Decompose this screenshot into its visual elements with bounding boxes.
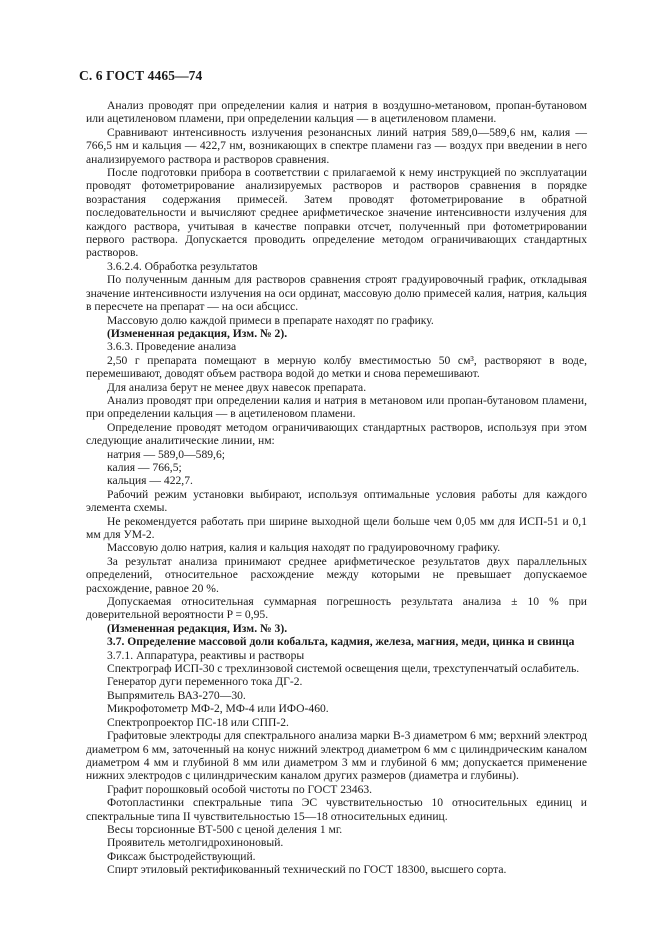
section-heading: 3.7. Определение массовой доли кобальта, кадмия, железа, магния, меди, цинка и свинца bbox=[107, 635, 575, 649]
page-header: С. 6 ГОСТ 4465—74 bbox=[79, 68, 203, 83]
paragraph: Массовую долю натрия, калия и кальция находят по градуировочному графику. bbox=[107, 541, 501, 555]
list-item: Весы торсионные ВТ-500 с ценой деления 1 мг. bbox=[107, 822, 343, 836]
paragraph: Для анализа берут не менее двух навесок препарата. bbox=[107, 380, 367, 394]
list-item: Спектропроектор ПС-18 или СПП-2. bbox=[107, 715, 289, 729]
paragraph: По полученным данным для растворов сравнения строят градуировочный график, откладывая значение интенсивности излучения на оси ординат, массовую долю примесей калия, натрия, кальция в пересчете на препарат — на оси абсцисс. bbox=[86, 273, 587, 314]
paragraph: Рабочий режим установки выбирают, используя оптимальные условия работы для каждого элемента схемы. bbox=[86, 487, 587, 515]
list-item: Выпрямитель ВАЗ-270—30. bbox=[107, 688, 246, 702]
list-item: Проявитель метолгидрохиноновый. bbox=[107, 836, 284, 850]
list-item: Генератор дуги переменного тока ДГ-2. bbox=[107, 675, 303, 689]
paragraph: После подготовки прибора в соответствии с прилагаемой к нему инструкцией по эксплуатации проводят фотометрирование анализируемых растворов и растворов сравнения в порядке возрастания содержания примесей. Затем проводят фотометрирование в обратной последовательности и вычисляют среднее арифметическое значение интенсивности излучения для каждого раствора, учитывая в качестве поправки отсчет, полученный при фотометрировании первого раствора. Допускается проводить определение методом ограничивающих стандартных растворов. bbox=[86, 166, 587, 260]
list-item: кальция — 422,7. bbox=[107, 474, 193, 488]
list-item: Спирт этиловый ректификованный технический по ГОСТ 18300, высшего сорта. bbox=[107, 863, 507, 877]
section-heading: 3.6.2.4. Обработка результатов bbox=[107, 259, 258, 273]
amendment-note: (Измененная редакция, Изм. № 2). bbox=[107, 326, 288, 340]
paragraph: Графитовые электроды для спектрального анализа марки В-3 диаметром 6 мм; верхний электрод диаметром 6 мм, заточенный на конус нижний электрод диаметром 6 мм с цилиндрическим каналом диаметром 4 мм и глубиной 8 мм или диаметром 3 мм и глубиной 6 мм; допускается применение нижних электродов с цилиндрическим каналом других размеров (диаметра и глубины). bbox=[86, 729, 587, 783]
list-item: Фиксаж быстродействующий. bbox=[107, 849, 256, 863]
paragraph: Допускаемая относительная суммарная погрешность результата анализа ± 10 % при доверительной вероятности P = 0,95. bbox=[86, 595, 587, 622]
paragraph: За результат анализа принимают среднее арифметическое результатов двух параллельных определений, относительное расхождение между которыми не превышает допускаемое расхождение, равное 20 %. bbox=[86, 554, 587, 595]
amendment-note: (Измененная редакция, Изм. № 3). bbox=[107, 621, 288, 635]
paragraph: 2,50 г препарата помещают в мерную колбу вместимостью 50 см³, растворяют в воде, перемешивают, доводят объем раствора водой до метки и снова перемешивают. bbox=[86, 353, 587, 381]
paragraph: Сравнивают интенсивность излучения резонансных линий натрия 589,0—589,6 нм, калия — 766,5 нм и кальция — 422,7 нм, возникающих в спектре пламени газ — воздух при введении в него анализируемого раствора и растворов сравнения. bbox=[86, 125, 587, 166]
paragraph: Массовую долю каждой примеси в препарате находят по графику. bbox=[107, 313, 434, 327]
list-item: Микрофотометр МФ-2, МФ-4 или ИФО-460. bbox=[107, 702, 329, 716]
paragraph: Фотопластинки спектральные типа ЭС чувствительностью 10 относительных единиц и спектральные типа II чувствительностью 15—18 относительных единиц. bbox=[86, 796, 587, 823]
paragraph: Определение проводят методом ограничивающих стандартных растворов, используя при этом следующие аналитические линии, нм: bbox=[86, 420, 587, 448]
list-item: натрия — 589,0—589,6; bbox=[107, 447, 225, 461]
paragraph: Анализ проводят при определении калия и натрия в воздушно-метановом, пропан-бутановом или ацетиленовом пламени, при определении кальция — в ацетиленовом пламени. bbox=[86, 99, 587, 126]
list-item: Спектрограф ИСП-30 с трехлинзовой системой освещения щели, трехступенчатый ослабитель. bbox=[107, 662, 580, 676]
section-heading: 3.6.3. Проведение анализа bbox=[107, 340, 237, 354]
paragraph: Анализ проводят при определении калия и натрия в метановом или пропан-бутановом пламени, при определении кальция — в ацетиленовом пламени. bbox=[86, 393, 587, 421]
section-heading: 3.7.1. Аппаратура, реактивы и растворы bbox=[107, 648, 305, 662]
list-item: Графит порошковый особой чистоты по ГОСТ 23463. bbox=[107, 782, 373, 796]
paragraph: Не рекомендуется работать при ширине выходной щели больше чем 0,05 мм для ИСП-51 и 0,1 мм для УМ-2. bbox=[86, 514, 587, 541]
document-body bbox=[86, 99, 587, 877]
list-item: калия — 766,5; bbox=[107, 460, 182, 474]
